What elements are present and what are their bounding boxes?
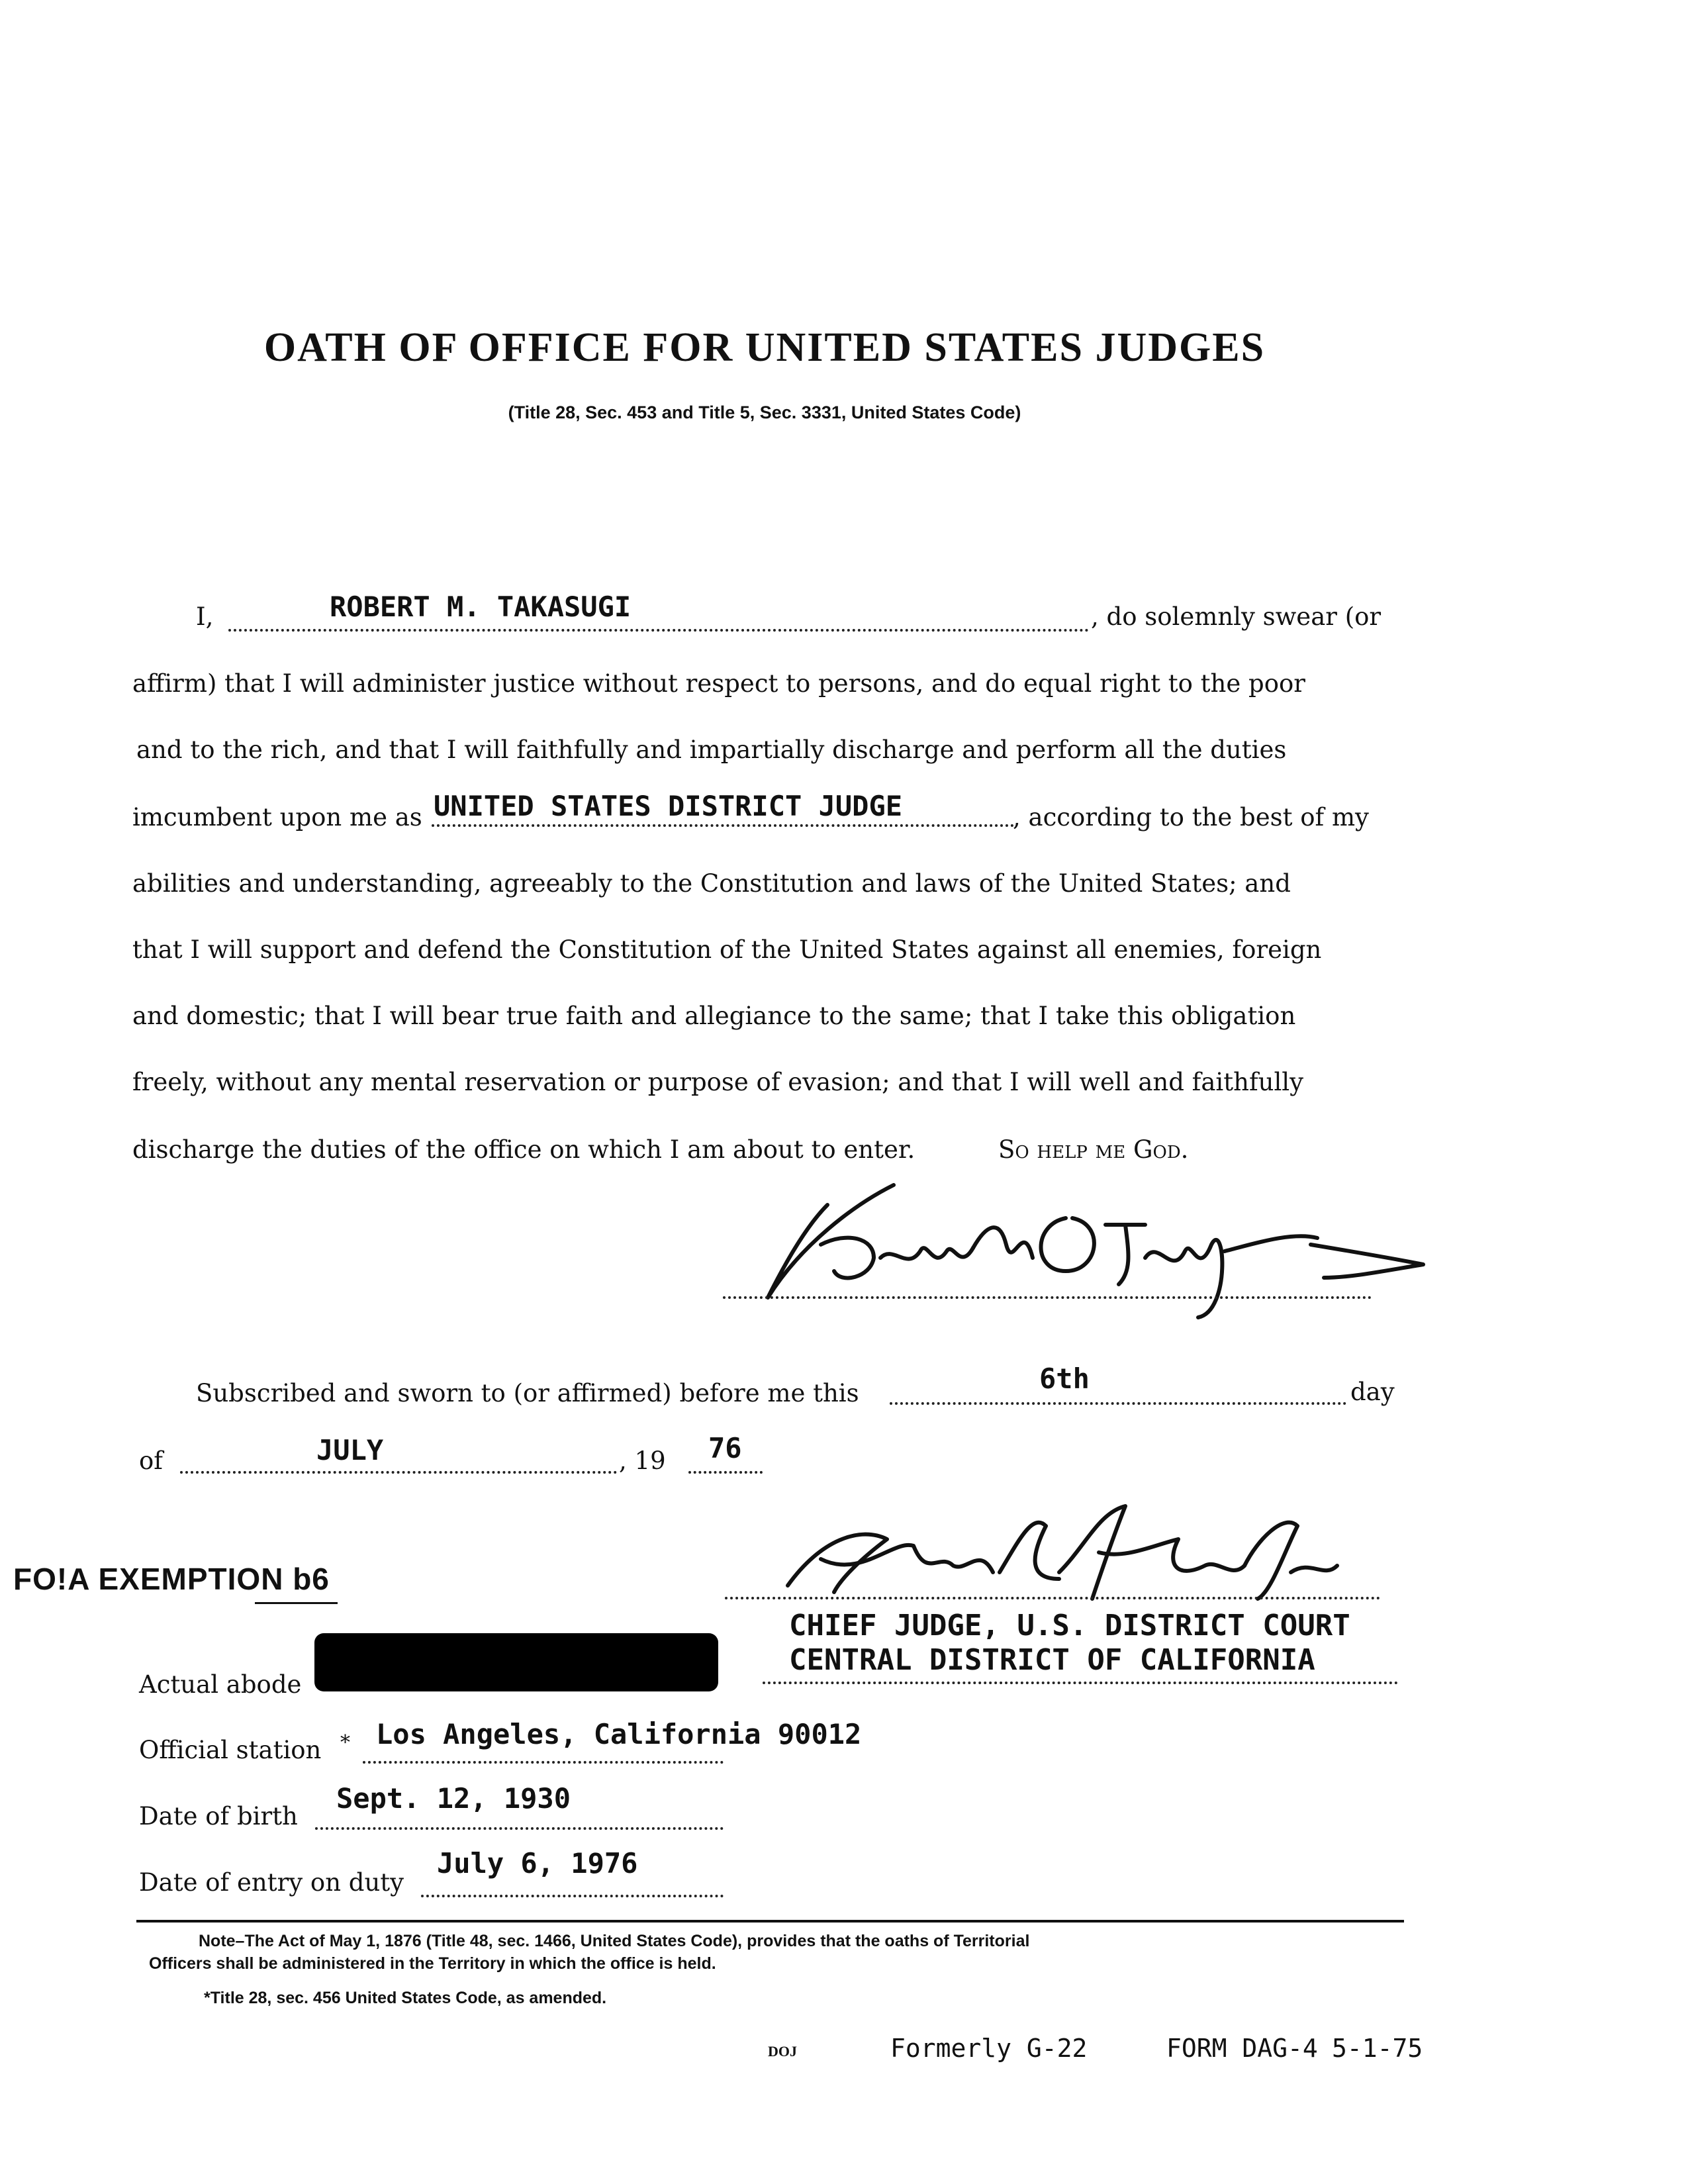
day-dotted-line bbox=[890, 1402, 1346, 1405]
page-subtitle: (Title 28, Sec. 453 and Title 5, Sec. 3331, United States Code) bbox=[508, 403, 1021, 422]
foia-exemption-stamp: FO!A EXEMPTION b6 bbox=[13, 1562, 330, 1596]
officer-title-dotted-line bbox=[763, 1682, 1398, 1684]
notes-divider bbox=[136, 1920, 1404, 1923]
station-dotted-line bbox=[363, 1761, 724, 1764]
station-value: Los Angeles, California 90012 bbox=[376, 1718, 862, 1750]
entry-dotted-line bbox=[421, 1895, 724, 1897]
oath-line9: discharge the duties of the office on which I am about to enter. bbox=[132, 1135, 915, 1164]
entry-label: Date of entry on duty bbox=[139, 1868, 404, 1897]
station-label: Official station bbox=[139, 1736, 322, 1764]
birth-value: Sept. 12, 1930 bbox=[336, 1782, 571, 1815]
sworn-prefix: Subscribed and sworn to (or affirmed) before me this bbox=[196, 1379, 859, 1407]
station-asterisk: * bbox=[340, 1731, 350, 1754]
sworn-day-suffix: day bbox=[1350, 1378, 1395, 1406]
sworn-month-field: JULY bbox=[316, 1434, 384, 1466]
oath-name-field: ROBERT M. TAKASUGI bbox=[330, 591, 632, 623]
abode-label: Actual abode bbox=[139, 1670, 302, 1699]
sworn-year-prefix: , 19 bbox=[619, 1447, 666, 1475]
judge-signature-line bbox=[723, 1296, 1372, 1299]
page-title: OATH OF OFFICE FOR UNITED STATES JUDGES bbox=[263, 325, 1266, 370]
month-dotted-line bbox=[180, 1471, 617, 1474]
oath-line2: affirm) that I will administer justice without respect to persons, and do equal right to the poor bbox=[132, 669, 1305, 698]
footer-date: 5-1-75 bbox=[1332, 2034, 1423, 2063]
foia-stamp-underline bbox=[255, 1602, 338, 1604]
oath-line1-prefix: I, bbox=[196, 602, 214, 631]
sworn-of-label: of bbox=[139, 1447, 163, 1475]
footer-form: FORM DAG-4 bbox=[1166, 2034, 1318, 2063]
officer-title-line2: CENTRAL DISTRICT OF CALIFORNIA bbox=[789, 1643, 1315, 1677]
sworn-year-field: 76 bbox=[708, 1432, 742, 1464]
note1-line1: Note–The Act of May 1, 1876 (Title 48, sec. 1466, United States Code), provides that the oaths of Territorial bbox=[199, 1932, 1030, 1950]
birth-dotted-line bbox=[315, 1827, 724, 1830]
abode-redaction bbox=[314, 1633, 718, 1691]
oath-office-field: UNITED STATES DISTRICT JUDGE bbox=[434, 790, 903, 822]
birth-label: Date of birth bbox=[139, 1802, 298, 1830]
oath-line4-prefix: imcumbent upon me as bbox=[132, 803, 422, 831]
note1-line2: Officers shall be administered in the Territory in which the office is held. bbox=[149, 1954, 716, 1973]
oath-line5: abilities and understanding, agreeably to the Constitution and laws of the United States; and bbox=[132, 869, 1291, 898]
name-dotted-line bbox=[228, 629, 1089, 632]
judge-signature bbox=[722, 1178, 1470, 1324]
year-dotted-line bbox=[688, 1471, 763, 1474]
officer-title-line1: CHIEF JUDGE, U.S. DISTRICT COURT bbox=[789, 1609, 1350, 1642]
office-dotted-line bbox=[432, 824, 1014, 827]
chief-judge-signature-line bbox=[725, 1597, 1380, 1599]
note2: *Title 28, sec. 456 United States Code, as amended. bbox=[204, 1989, 607, 2007]
oath-line7: and domestic; that I will bear true faith and allegiance to the same; that I take this obligation bbox=[132, 1002, 1296, 1030]
oath-closing: So help me God. bbox=[998, 1135, 1189, 1164]
oath-line3: and to the rich, and that I will faithfully and impartially discharge and perform all the duties bbox=[136, 736, 1287, 764]
oath-line6: that I will support and defend the Constitution of the United States against all enemies, foreign bbox=[132, 935, 1322, 964]
sworn-day-field: 6th bbox=[1039, 1362, 1090, 1395]
entry-value: July 6, 1976 bbox=[437, 1847, 638, 1879]
oath-line8: freely, without any mental reservation or purpose of evasion; and that I will well and faithfully bbox=[132, 1068, 1304, 1096]
oath-line4-suffix: , according to the best of my bbox=[1013, 803, 1369, 831]
footer-code: DOJ bbox=[768, 2043, 797, 2060]
footer-formerly: Formerly G-22 bbox=[890, 2034, 1088, 2063]
oath-line1-suffix: , do solemnly swear (or bbox=[1091, 602, 1382, 631]
chief-judge-signature bbox=[781, 1499, 1417, 1605]
